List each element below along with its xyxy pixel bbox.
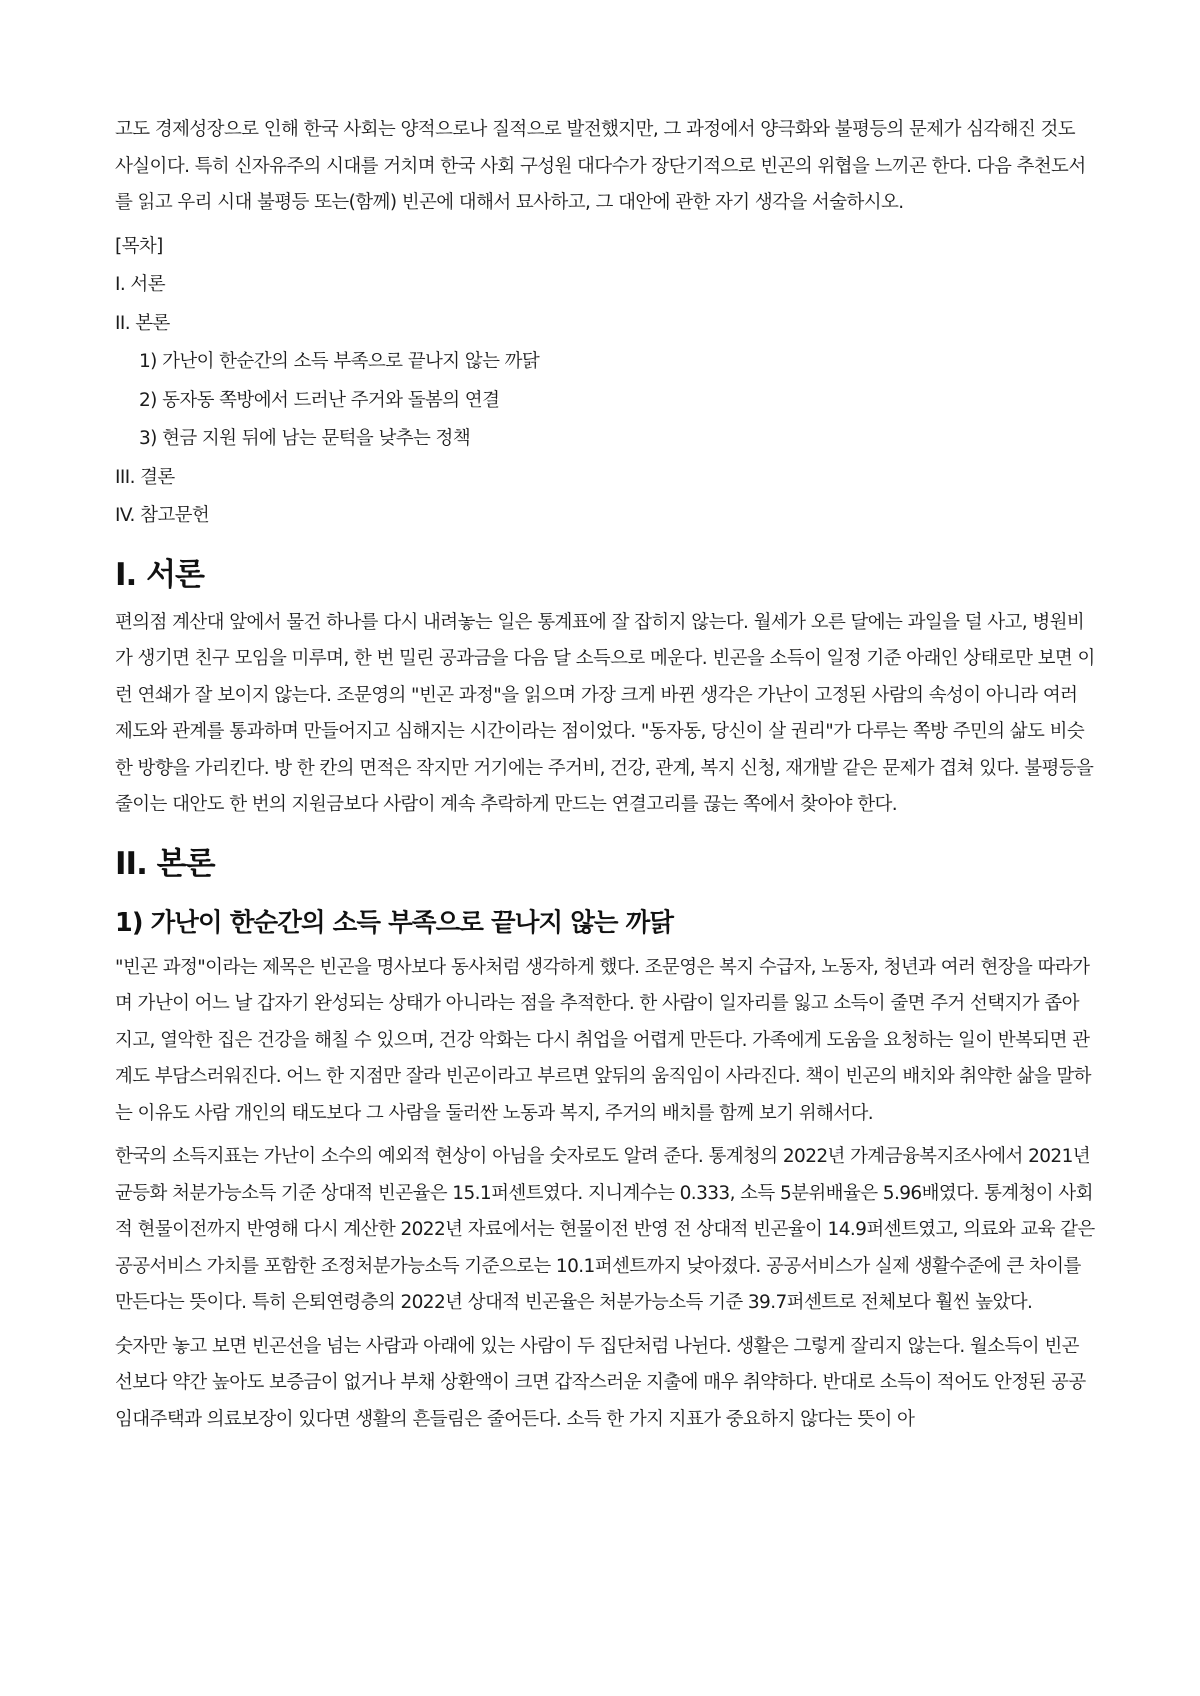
toc-item: 2) 동자동 쪽방에서 드러난 주거와 돌봄의 연결: [139, 389, 500, 411]
toc-item: II. 본론: [115, 312, 170, 334]
toc-item: 1) 가난이 한순간의 소득 부족으로 끝나지 않는 까닭: [139, 351, 540, 372]
section-heading: 1) 가난이 한순간의 소득 부족으로 끝나지 않는 까닭: [115, 907, 674, 938]
body-paragraph: 한국의 소득지표는 가난이 소수의 예외적 현상이 아님을 숫자로도 알려 준다. 통계청의 2022년 가계금융복지조사에서 2021년 균등화 처분가능소득 기준 상대적 빈곤율은 15.1퍼센트였다. 지니계수는 0.333, 소득 5분위배율은 5.96배였다. 통계청이 사회적 현물이전까지 반영해 다시 계산한 2022년 자료에서는 현물이전 반영 전 상대적 빈곤율이 14.9퍼센트였고, 의료와 교육 같은 공공서비스 가치를 포함한 조정처분가능소득 기준으로는 10.1퍼센트까지 낮아졌다. 공공서비스가 실제 생활수준에 큰 차이를 만든다는 뜻이다. 특히 은퇴연령층의 2022년 상대적 빈곤율은 처분가능소득 기준 39.7퍼센트로 전체보다 훨씬 높았다.: [115, 1146, 1095, 1313]
toc-title: [목차]: [115, 235, 163, 257]
toc-item: I. 서론: [115, 274, 165, 295]
body-paragraph: 숫자만 놓고 보면 빈곤선을 넘는 사람과 아래에 있는 사람이 두 집단처럼 나뉜다. 생활은 그렇게 잘리지 않는다. 월소득이 빈곤선보다 약간 높아도 보증금이 없거나 부채 상환액이 크면 갑작스러운 지출에 매우 취약하다. 반대로 소득이 적어도 안정된 공공임대주택과 의료보장이 있다면 생활의 흔들림은 줄어든다. 소득 한 가지 지표가 중요하지 않다는 뜻이 아: [115, 1335, 1086, 1430]
body-heading: II. 본론: [115, 845, 215, 882]
intro-heading: I. 서론: [115, 556, 204, 593]
intro-paragraph: 편의점 계산대 앞에서 물건 하나를 다시 내려놓는 일은 통계표에 잘 잡히지 않는다. 월세가 오른 달에는 과일을 덜 사고, 병원비가 생기면 친구 모임을 미루며, 한 번 밀린 공과금을 다음 달 소득으로 메운다. 빈곤을 소득이 일정 기준 아래인 상태로만 보면 이런 연쇄가 잘 보이지 않는다. 조문영의 "빈곤 과정"을 읽으며 가장 크게 바뀐 생각은 가난이 고정된 사람의 속성이 아니라 여러 제도와 관계를 통과하며 만들어지고 심해지는 시간이라는 점이었다. "동자동, 당신이 살 권리"가 다루는 쪽방 주민의 삶도 비슷한 방향을 가리킨다. 방 한 칸의 면적은 작지만 거기에는 주거비, 건강, 관계, 복지 신청, 재개발 같은 문제가 겹쳐 있다. 불평등을 줄이는 대안도 한 번의 지원금보다 사람이 계속 추락하게 만드는 연결고리를 끊는 쪽에서 찾아야 한다.: [115, 611, 1095, 815]
body-paragraph: "빈곤 과정"이라는 제목은 빈곤을 명사보다 동사처럼 생각하게 했다. 조문영은 복지 수급자, 노동자, 청년과 여러 현장을 따라가며 가난이 어느 날 갑자기 완성되는 상태가 아니라는 점을 추적한다. 한 사람이 일자리를 잃고 소득이 줄면 주거 선택지가 좁아지고, 열악한 집은 건강을 해칠 수 있으며, 건강 악화는 다시 취업을 어렵게 만든다. 가족에게 도움을 요청하는 일이 반복되면 관계도 부담스러워진다. 어느 한 지점만 잘라 빈곤이라고 부르면 앞뒤의 움직임이 사라진다. 책이 빈곤의 배치와 취약한 삶을 말하는 이유도 사람 개인의 태도보다 그 사람을 둘러싼 노동과 복지, 주거의 배치를 함께 보기 위해서다.: [115, 956, 1091, 1124]
toc-item: IV. 참고문헌: [115, 505, 210, 526]
toc-item: 3) 현금 지원 뒤에 남는 문턱을 낮추는 정책: [139, 428, 471, 449]
table-of-contents: [115, 229, 1096, 535]
assignment-prompt: 고도 경제성장으로 인해 한국 사회는 양적으로나 질적으로 발전했지만, 그 과정에서 양극화와 불평등의 문제가 심각해진 것도 사실이다. 특히 신자유주의 시대를 거치며 한국 사회 구성원 대다수가 장단기적으로 빈곤의 위협을 느끼곤 한다. 다음 추천도서를 읽고 우리 시대 불평등 또는(함께) 빈곤에 대해서 묘사하고, 그 대안에 관한 자기 생각을 서술하시오.: [115, 119, 1086, 213]
toc-item: III. 결론: [115, 466, 175, 488]
